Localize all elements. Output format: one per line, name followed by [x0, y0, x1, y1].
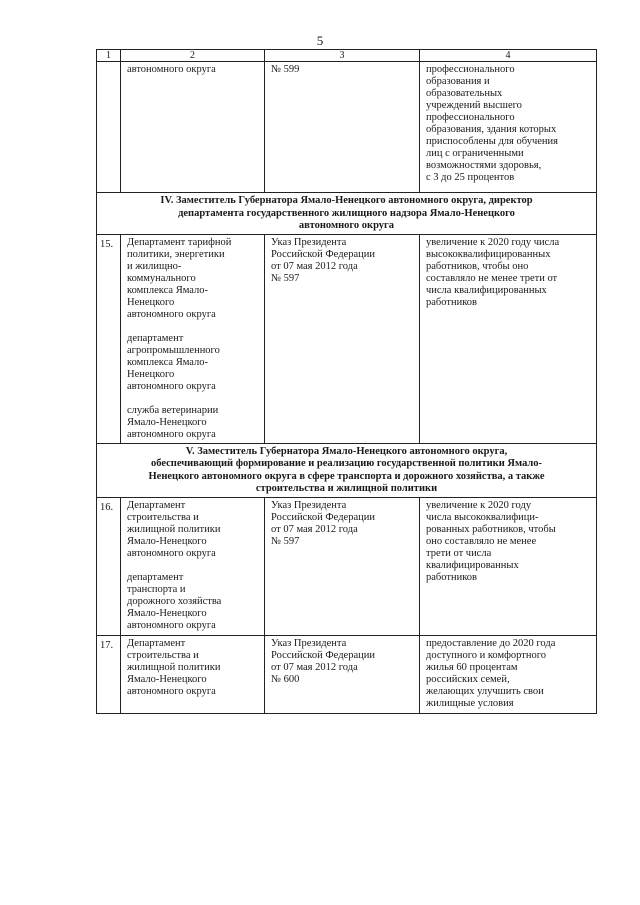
decree-line: № 600: [271, 673, 300, 685]
responsible-line: коммунального: [127, 272, 196, 284]
decree-line: Указ Президента: [271, 637, 347, 649]
table-row-16: [97, 497, 597, 635]
target-line: учреждений высшего: [426, 100, 522, 111]
paragraph-gap: [127, 560, 258, 572]
decree-line: № 597: [271, 535, 300, 547]
responsible-line: и жилищно-: [127, 260, 182, 272]
target-line: работников: [426, 571, 477, 583]
target-line: трети от числа: [426, 547, 492, 559]
responsible-line: комплекса Ямало-: [127, 284, 209, 296]
target-cell: [420, 62, 597, 193]
target-line: увеличение к 2020 году: [426, 499, 532, 511]
document-table-wrapper: [96, 49, 596, 714]
row-number: 17.: [97, 635, 121, 713]
target-line: лиц с ограниченными: [426, 148, 524, 159]
section-title-line: V. Заместитель Губернатора Ямало-Ненецкого автономного округа,: [185, 445, 508, 457]
table-row-continued: [97, 62, 597, 193]
responsible-line: автономного округа: [127, 428, 216, 440]
section-title-line: Ненецкого автономного округа в сфере транспорта и дорожного хозяйства, а также: [148, 470, 545, 482]
decree-line: Указ Президента: [271, 236, 347, 248]
responsible-line: служба ветеринарии: [127, 404, 219, 416]
row-number: 16.: [97, 497, 121, 635]
target-line: доступного и комфортного: [426, 649, 547, 661]
column-number-3: 3: [265, 50, 420, 62]
decree-line: № 597: [271, 272, 300, 284]
target-line: образования и: [426, 76, 490, 87]
document-table: [96, 49, 597, 714]
section-header-v: [97, 443, 597, 497]
decree-line: Российской Федерации: [271, 511, 375, 523]
target-line: высококвалифицированных: [426, 248, 551, 260]
responsible-line: автономного округа: [127, 64, 216, 75]
section-title-line: IV. Заместитель Губернатора Ямало-Ненецкого автономного округа, директор: [160, 195, 533, 206]
target-line: работников, чтобы оно: [426, 260, 529, 272]
decree-line: № 599: [271, 64, 300, 75]
column-number-1: 1: [97, 50, 121, 62]
responsible-line: жилищной политики: [127, 523, 221, 535]
decree-line: Российской Федерации: [271, 649, 375, 661]
target-line: числа высококвалифици-: [426, 511, 539, 523]
decree-cell: [265, 635, 420, 713]
target-line: работников: [426, 296, 477, 308]
target-line: оно составляло не менее: [426, 535, 537, 547]
responsible-line: агропромышленного: [127, 344, 220, 356]
target-line: профессионального: [426, 112, 515, 123]
responsible-line: автономного округа: [127, 685, 216, 697]
target-line: с 3 до 25 процентов: [426, 172, 515, 183]
responsible-cell: [121, 234, 265, 443]
responsible-line: строительства и: [127, 511, 199, 523]
section-title-line: обеспечивающий формирование и реализацию государственной политики Ямало-: [150, 458, 543, 469]
target-line: желающих улучшить свои: [426, 685, 544, 697]
table-row-17: [97, 635, 597, 713]
target-cell: [420, 635, 597, 713]
section-title: [97, 443, 597, 497]
target-line: образования, здания которых: [426, 124, 557, 135]
responsible-line: дорожного хозяйства: [127, 595, 222, 607]
target-cell: [420, 497, 597, 635]
paragraph-gap: [127, 321, 258, 333]
section-header-iv: [97, 193, 597, 235]
target-line: увеличение к 2020 году числа: [426, 236, 560, 248]
section-title-line: департамента государственного жилищного надзора Ямало-Ненецкого: [178, 207, 515, 219]
responsible-line: строительства и: [127, 649, 199, 661]
target-line: возможностями здоровья,: [426, 160, 542, 171]
responsible-line: Ямало-Ненецкого: [127, 535, 207, 547]
responsible-line: Ненецкого: [127, 368, 175, 380]
responsible-cell: [121, 62, 265, 193]
responsible-line: департамент: [127, 332, 184, 344]
column-number-row: [97, 50, 597, 62]
decree-line: от 07 мая 2012 года: [271, 523, 358, 535]
decree-line: от 07 мая 2012 года: [271, 260, 358, 272]
target-line: жилья 60 процентам: [426, 661, 518, 673]
target-line: рованных работников, чтобы: [426, 523, 556, 535]
section-title-line: строительства и жилищной политики: [255, 483, 438, 494]
target-line: профессионального: [426, 64, 515, 75]
decree-line: Российской Федерации: [271, 248, 375, 260]
responsible-line: Департамент: [127, 499, 186, 511]
responsible-line: Ямало-Ненецкого: [127, 416, 207, 428]
responsible-cell: [121, 497, 265, 635]
target-line: образовательных: [426, 88, 503, 99]
target-line: жилищные условия: [426, 697, 514, 709]
responsible-line: комплекса Ямало-: [127, 356, 209, 368]
target-line: числа квалифицированных: [426, 284, 547, 296]
decree-cell: [265, 497, 420, 635]
responsible-line: автономного округа: [127, 308, 216, 320]
target-cell: [420, 234, 597, 443]
target-line: приспособлены для обучения: [426, 136, 558, 147]
responsible-line: департамент: [127, 571, 184, 583]
responsible-line: автономного округа: [127, 547, 216, 559]
responsible-line: Департамент тарифной: [127, 236, 232, 248]
responsible-line: транспорта и: [127, 583, 186, 595]
target-line: предоставление до 2020 года: [426, 637, 556, 649]
responsible-line: Ямало-Ненецкого: [127, 607, 207, 619]
decree-line: Указ Президента: [271, 499, 347, 511]
target-line: квалифицированных: [426, 559, 519, 571]
row-number: 15.: [97, 234, 121, 443]
responsible-line: Ямало-Ненецкого: [127, 673, 207, 685]
row-number-cell: [97, 62, 121, 193]
target-line: составляло не менее трети от: [426, 272, 558, 284]
responsible-line: жилищной политики: [127, 661, 221, 673]
decree-cell: [265, 234, 420, 443]
section-title-line: автономного округа: [298, 220, 395, 231]
decree-cell: [265, 62, 420, 193]
page-number: 5: [316, 33, 324, 48]
column-number-2: 2: [121, 50, 265, 62]
responsible-line: Ненецкого: [127, 296, 175, 308]
responsible-line: автономного округа: [127, 619, 216, 631]
responsible-line: политики, энергетики: [127, 248, 225, 260]
section-title: [97, 193, 597, 235]
table-row-15: [97, 234, 597, 443]
column-number-4: 4: [420, 50, 597, 62]
target-line: российских семей,: [426, 673, 510, 685]
responsible-line: Департамент: [127, 637, 186, 649]
decree-line: от 07 мая 2012 года: [271, 661, 358, 673]
responsible-cell: [121, 635, 265, 713]
responsible-line: автономного округа: [127, 380, 216, 392]
paragraph-gap: [127, 393, 258, 405]
